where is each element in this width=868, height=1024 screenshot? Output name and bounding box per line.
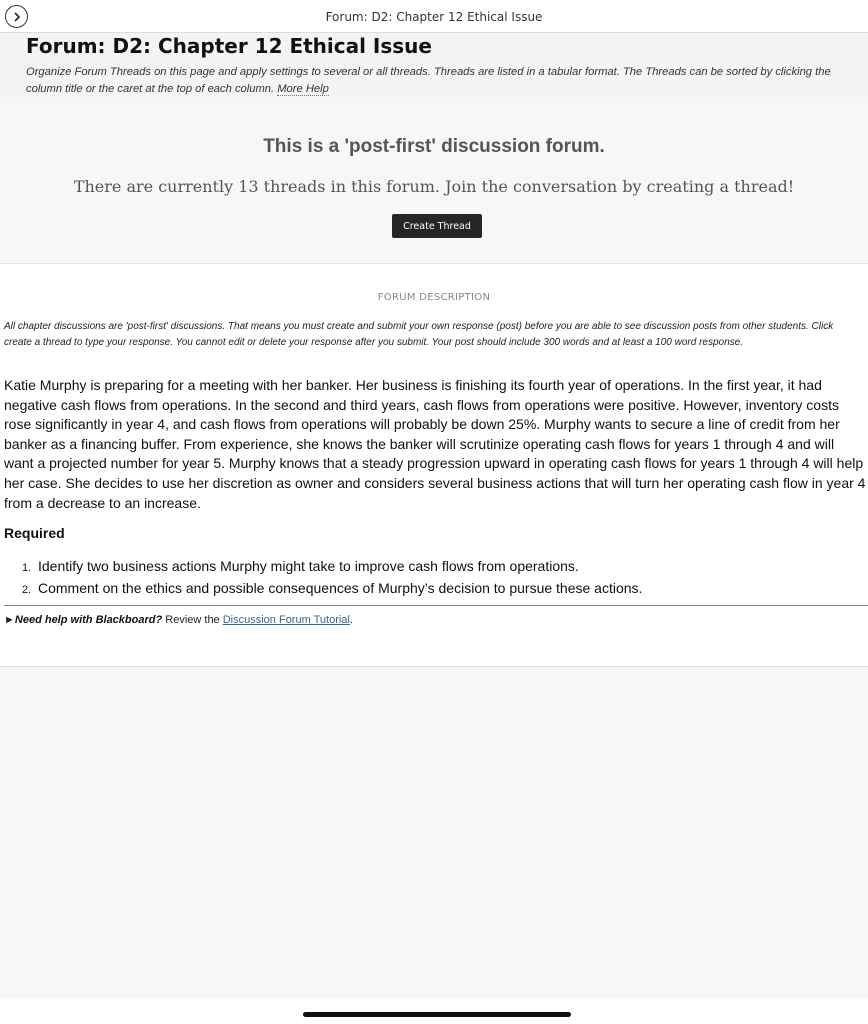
more-help-link[interactable]: More Help <box>277 83 329 95</box>
post-first-heading: This is a 'post-first' discussion forum. <box>263 136 605 157</box>
forum-description-note: All chapter discussions are 'post-first' discussions. That means you must create and submit your own response (post) before you are able to see discussion posts from other students. Click create a thread to type your response. You cannot edit or delete your response after you submit. Your post should include 300 words and at least a 100 word response. <box>4 321 834 348</box>
forum-description-body: Katie Murphy is preparing for a meeting with her banker. Her business is finishing its fourth year of operations. In the first year, it had negative cash flows from operations. In the second and third years, cash flows from operations were positive. However, inventory costs rose significantly in year 4, and cash flows from operations will probably be down 25%. Murphy wants to secure a line of credit from her banker as a financing buffer. From experience, she knows the banker will scrutinize operating cash flows for years 1 through 4 and will want a projected number for year 5. Murphy knows that a steady progression upward in operating cash flows for years 1 through 4 will help her case. She decides to use her discretion as owner and considers several business actions that will turn her operating cash flow in year 4 from a decrease to an increase. <box>4 377 866 511</box>
list-item-text: Identify two business actions Murphy might take to improve cash flows from operations. <box>38 558 579 574</box>
list-item-number: 1. <box>22 562 32 574</box>
thread-count-message: There are currently 13 threads in this forum. Join the conversation by creating a thread! <box>73 177 795 196</box>
help-end-text: . <box>349 614 353 626</box>
list-item-number: 2. <box>22 584 32 596</box>
help-middle-text: Review the <box>162 614 223 626</box>
help-strong-text: Need help with Blackboard? <box>14 614 163 626</box>
discussion-forum-tutorial-link[interactable]: Discussion Forum Tutorial <box>222 614 350 626</box>
page-description-text: Organize Forum Threads on this page and apply settings to several or all threads. Threads are listed in a tabular format. The Threads can be sorted by clicking the column title or the caret at the top of each column. <box>26 66 831 95</box>
page-title: Forum: D2: Chapter 12 Ethical Issue <box>26 34 432 58</box>
top-bar <box>0 0 868 33</box>
create-thread-button[interactable]: Create Thread <box>392 214 482 238</box>
home-indicator[interactable] <box>303 1012 571 1017</box>
post-first-panel <box>0 103 868 264</box>
help-line <box>4 614 353 626</box>
divider <box>4 605 868 606</box>
thread-list-area <box>0 666 868 998</box>
required-heading: Required <box>4 525 65 541</box>
list-item <box>22 556 862 578</box>
triangle-right-icon: ► <box>4 614 15 626</box>
page-description <box>26 64 861 98</box>
list-item <box>22 578 862 600</box>
page-header <box>0 33 868 103</box>
list-item-text: Comment on the ethics and possible consequences of Murphy’s decision to pursue these actions. <box>38 580 643 596</box>
forum-description-label: FORUM DESCRIPTION <box>377 292 491 303</box>
window-title: Forum: D2: Chapter 12 Ethical Issue <box>325 10 543 24</box>
required-list <box>22 556 862 600</box>
